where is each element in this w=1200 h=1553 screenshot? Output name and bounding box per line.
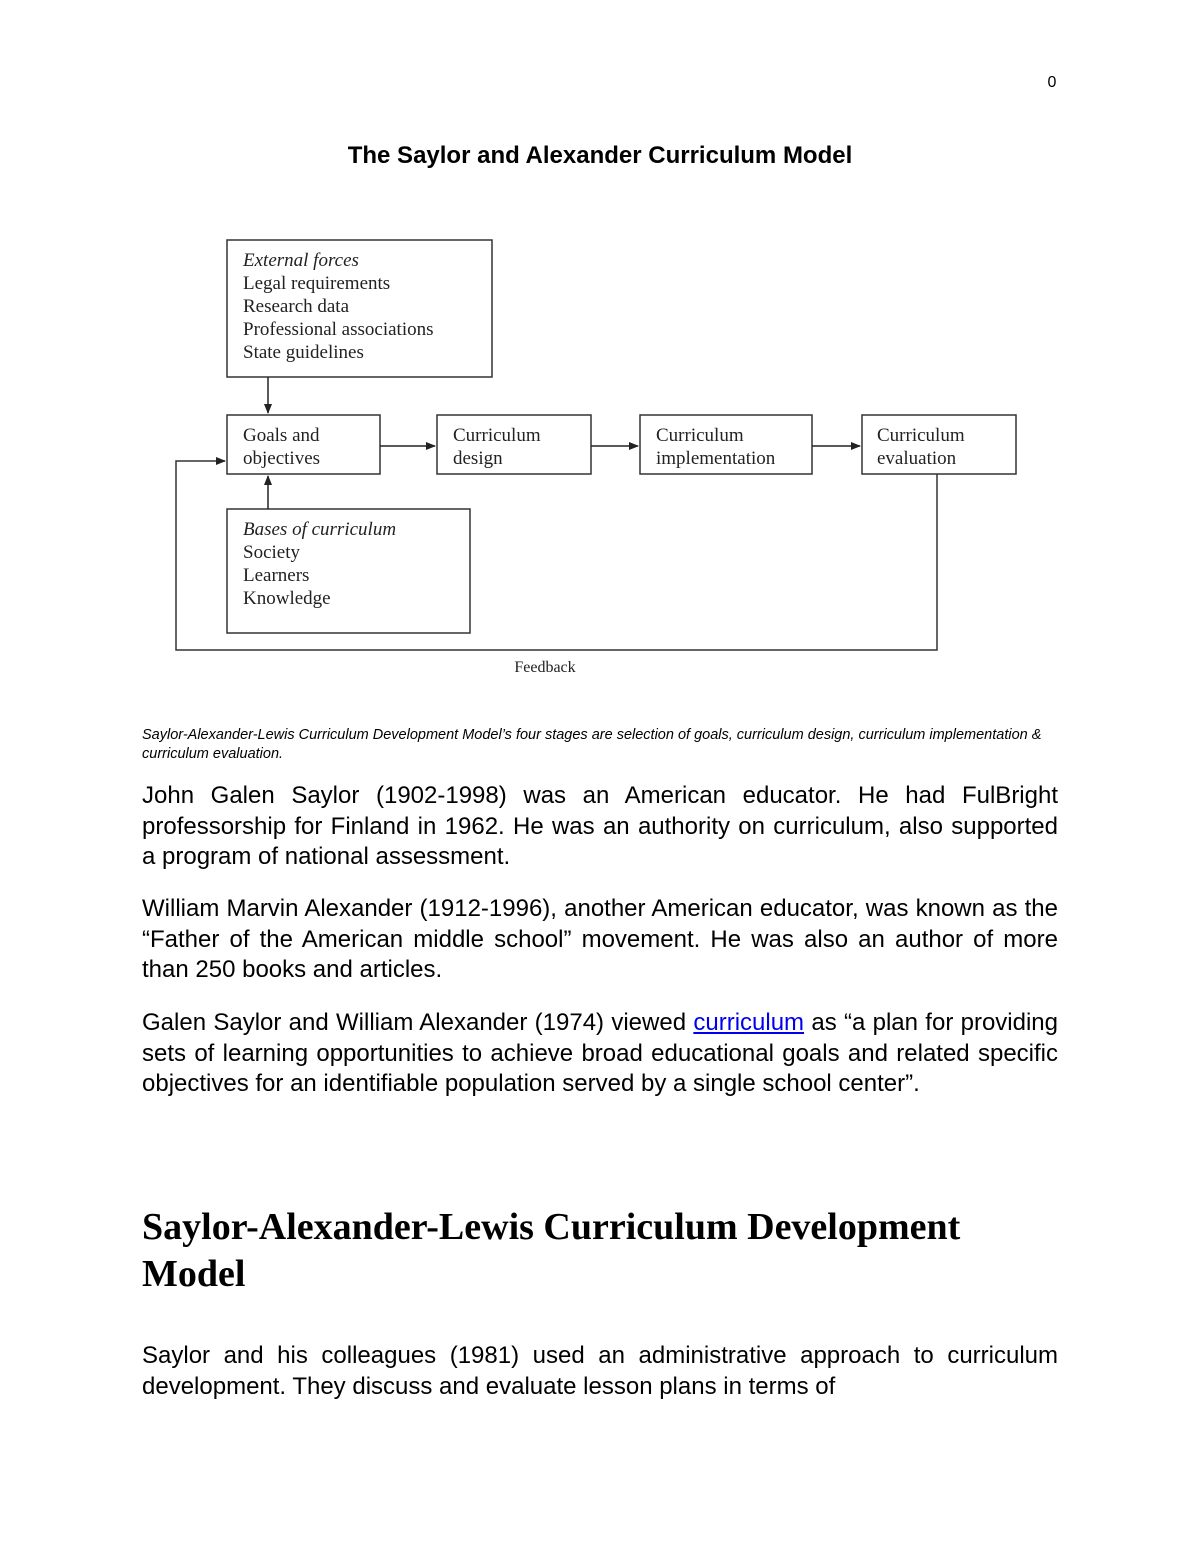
external-forces-item: Legal requirements: [243, 273, 391, 294]
bases-item: Learners: [243, 565, 310, 586]
section-heading: Saylor-Alexander-Lewis Curriculum Development Model: [142, 1206, 961, 1295]
definition-text-before: Galen Saylor and William Alexander (1974) viewed: [142, 1009, 694, 1036]
external-forces-item: Research data: [243, 296, 350, 317]
paragraph-curriculum-definition: [142, 1008, 1058, 1100]
curriculum-model-diagram: [0, 0, 1200, 700]
feedback-label: Feedback: [514, 659, 576, 676]
curriculum-design-box: [437, 415, 591, 474]
bases-item: Knowledge: [243, 588, 331, 609]
external-forces-item: State guidelines: [243, 342, 364, 363]
paragraph-alexander-bio: William Marvin Alexander (1912-1996), another American educator, was known as the “Father of the American middle school” movement. He was also an author of more than 250 books and articles.: [142, 895, 1058, 983]
implementation-label-line: implementation: [656, 448, 776, 469]
diagram-caption: Saylor-Alexander-Lewis Curriculum Development Model’s four stages are selection of goals, curriculum design, curriculum implementation & curriculum evaluation.: [142, 727, 1042, 762]
external-forces-box: [227, 240, 492, 377]
external-forces-heading: External forces: [243, 250, 359, 271]
bases-item: Society: [243, 542, 300, 563]
goals-label-line: objectives: [243, 448, 321, 469]
paragraph-administrative-approach: Saylor and his colleagues (1981) used an administrative approach to curriculum development. They discuss and evaluate lesson plans in terms of: [142, 1342, 1058, 1400]
evaluation-label-line: Curriculum: [877, 425, 965, 446]
goals-label-line: Goals and: [243, 425, 320, 446]
design-label-line: design: [453, 448, 503, 469]
design-label-line: Curriculum: [453, 425, 541, 446]
bases-heading: Bases of curriculum: [243, 519, 397, 540]
curriculum-implementation-box: [640, 415, 812, 474]
curriculum-link[interactable]: curriculum: [693, 1009, 805, 1036]
paragraph-saylor-bio: John Galen Saylor (1902-1998) was an American educator. He had FulBright professorship for Finland in 1962. He was an authority on curriculum, also supported a program of national assessment.: [142, 782, 1058, 870]
curriculum-evaluation-box: [862, 415, 1016, 474]
external-forces-item: Professional associations: [243, 319, 434, 340]
goals-objectives-box: [227, 415, 380, 474]
definition-text-after: as “a plan for providing sets of learning opportunities to achieve broad educational goals and related specific objectives for an identifiable population served by a single school center”.: [142, 1009, 1059, 1097]
page-title: The Saylor and Alexander Curriculum Model: [347, 142, 853, 169]
page-number: 0: [1047, 74, 1057, 91]
evaluation-label-line: evaluation: [877, 448, 957, 469]
bases-of-curriculum-box: [227, 509, 470, 633]
implementation-label-line: Curriculum: [656, 425, 744, 446]
